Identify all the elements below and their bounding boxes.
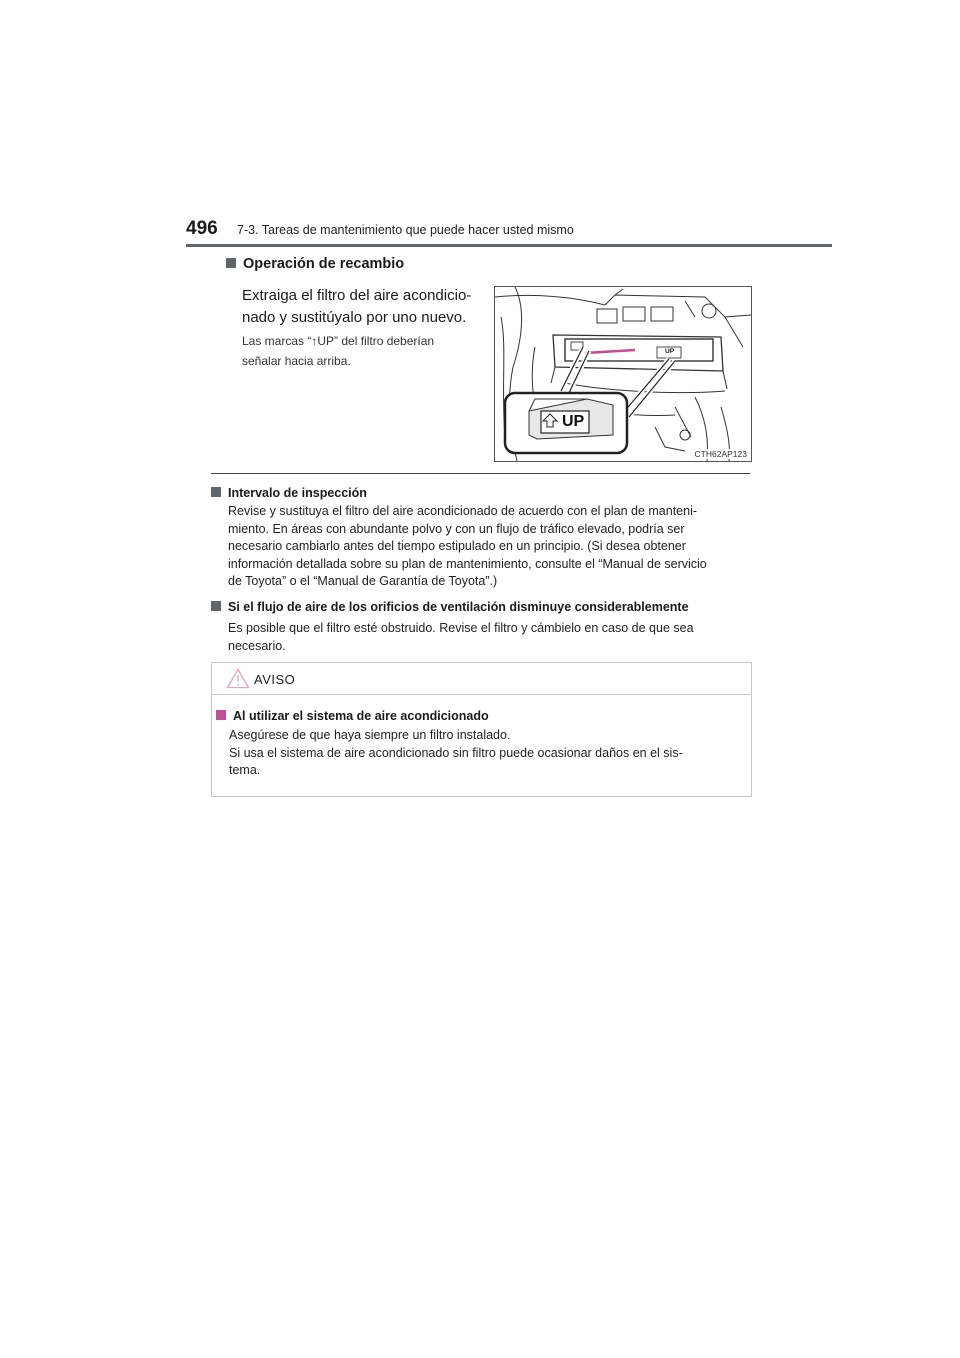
replacement-step-line: Extraiga el filtro del aire acondicio- xyxy=(242,287,472,304)
filter-illustration xyxy=(494,286,752,462)
warning-triangle-icon xyxy=(226,668,250,689)
text-line: Si usa el sistema de aire acondicionado sin filtro puede ocasionar daños en el sis- xyxy=(229,745,683,760)
replacement-step xyxy=(242,285,471,329)
replacement-title: Operación de recambio xyxy=(243,256,405,272)
section-divider xyxy=(211,473,750,474)
warning-label: AVISO xyxy=(254,672,296,687)
replacement-note-line: señalar hacia arriba. xyxy=(242,354,351,368)
warning-header xyxy=(212,663,751,695)
page-number: 496 xyxy=(186,218,218,239)
section-title-replacement xyxy=(226,256,404,272)
up-small-label: UP xyxy=(665,348,675,355)
bullet-square-icon xyxy=(211,601,221,611)
text-line: información detallada sobre su plan de mantenimiento, consulte el “Manual de servicio xyxy=(228,556,707,571)
inspection-heading xyxy=(211,486,367,500)
inspection-title: Intervalo de inspección xyxy=(228,486,367,500)
airflow-title: Si el flujo de aire de los orificios de ventilación disminuye considerablemente xyxy=(228,600,689,614)
text-line: de Toyota” o el “Manual de Garantía de Toyota”.) xyxy=(228,574,498,588)
warning-text xyxy=(229,727,742,780)
bullet-square-icon xyxy=(211,487,221,497)
header-rule xyxy=(186,244,832,247)
text-line: necesario cambiarlo antes del tiempo estipulado en un principio. (Si desea obtener xyxy=(228,539,686,553)
replacement-step-line: nado y sustitúyalo por uno nuevo. xyxy=(242,309,467,326)
chapter-title: 7-3. Tareas de mantenimiento que puede hacer usted mismo xyxy=(237,223,574,237)
inspection-text xyxy=(228,503,746,591)
warning-box xyxy=(211,662,752,797)
text-line: Es posible que el filtro esté obstruido. Revise el filtro y cámbielo en caso de que sea xyxy=(228,621,694,635)
bullet-square-pink-icon xyxy=(216,710,226,720)
warning-heading xyxy=(216,709,489,723)
replacement-note-line: Las marcas “↑UP” del filtro deberían xyxy=(242,334,435,348)
text-line: miento. En áreas con abundante polvo y con un flujo de tráfico elevado, podría ser xyxy=(228,521,685,536)
text-line: tema. xyxy=(229,763,261,777)
warning-title: Al utilizar el sistema de aire acondicionado xyxy=(233,709,489,723)
replacement-note xyxy=(242,331,434,371)
text-line: Asegúrese de que haya siempre un filtro instalado. xyxy=(229,728,511,742)
airflow-heading xyxy=(211,600,689,614)
text-line: Revise y sustituya el filtro del aire acondicionado de acuerdo con el plan de manteni- xyxy=(228,504,698,518)
bullet-square-icon xyxy=(226,258,236,268)
text-line: necesario. xyxy=(228,638,286,653)
up-label: UP xyxy=(562,413,585,430)
filter-drawing xyxy=(495,287,751,461)
figure-code: CTH62AP123 xyxy=(694,449,747,459)
airflow-text xyxy=(228,620,746,655)
